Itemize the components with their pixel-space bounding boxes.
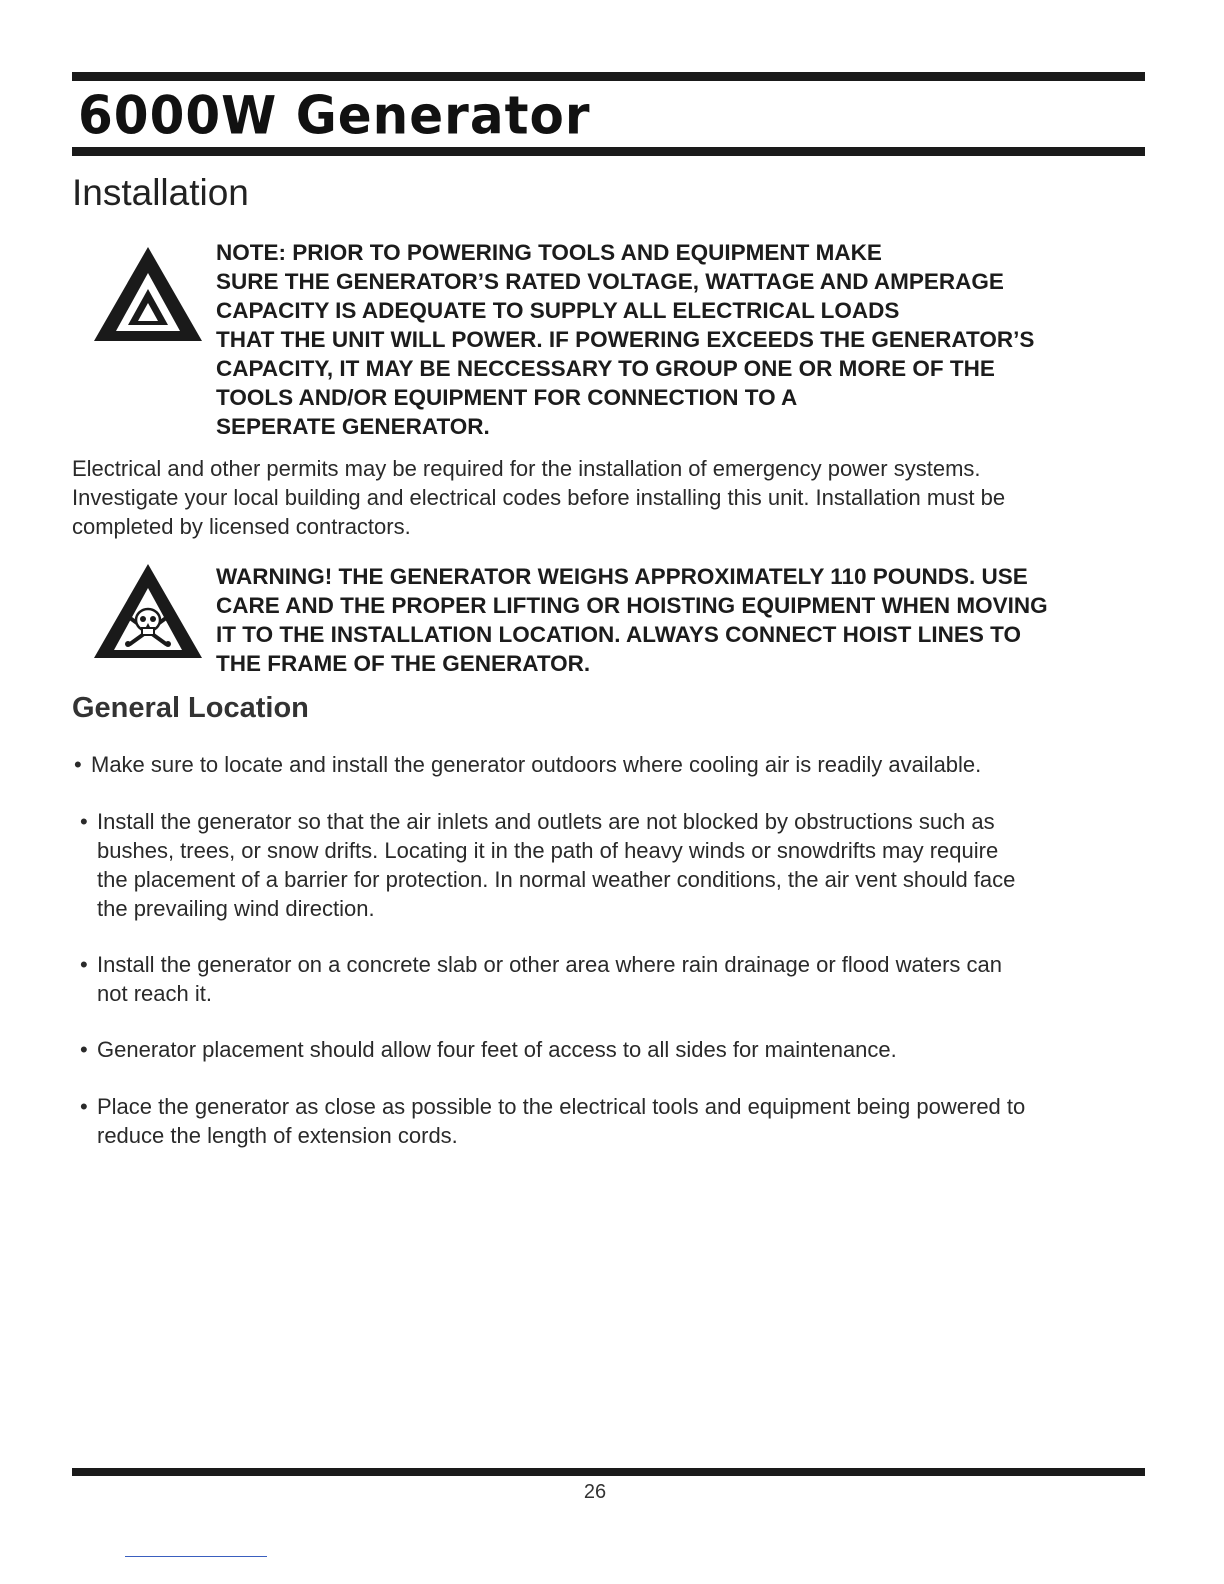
warning-line: CARE AND THE PROPER LIFTING OR HOISTING EQUIPMENT WHEN MOVING [216, 593, 1048, 618]
note-line: CAPACITY, IT MAY BE NECCESSARY TO GROUP ONE OR MORE OF THE [216, 356, 995, 381]
list-item-line: bushes, trees, or snow drifts. Locating it in the path of heavy winds or snowdrifts may require [97, 838, 999, 863]
warning-line: IT TO THE INSTALLATION LOCATION. ALWAYS CONNECT HOIST LINES TO [216, 622, 1022, 647]
note-line: SEPERATE GENERATOR. [216, 414, 490, 439]
list-item-line: Install the generator so that the air inlets and outlets are not blocked by obstructions such as [97, 809, 995, 834]
warning-line: THE FRAME OF THE GENERATOR. [216, 651, 591, 676]
installation-note [216, 238, 1136, 441]
list-item-line: Make sure to locate and install the generator outdoors where cooling air is readily available. [91, 752, 982, 777]
permits-paragraph [72, 454, 1152, 541]
weight-warning [216, 562, 1156, 678]
note-line: CAPACITY IS ADEQUATE TO SUPPLY ALL ELECTRICAL LOADS [216, 298, 900, 323]
permits-line: Electrical and other permits may be required for the installation of emergency power systems. [72, 456, 981, 481]
permits-line: completed by licensed contractors. [72, 514, 411, 539]
note-line: SURE THE GENERATOR’S RATED VOLTAGE, WATTAGE AND AMPERAGE [216, 269, 1004, 294]
list-item-line: Place the generator as close as possible to the electrical tools and equipment being powered to [97, 1094, 1026, 1119]
list-item-line: Install the generator on a concrete slab or other area where rain drainage or flood waters can [97, 952, 1002, 977]
list-item-line: the prevailing wind direction. [97, 896, 375, 921]
bullet-icon: • [80, 1094, 88, 1119]
list-item-line: not reach it. [97, 981, 212, 1006]
list-item [78, 950, 1168, 1008]
note-line: THAT THE UNIT WILL POWER. IF POWERING EXCEEDS THE GENERATOR’S [216, 327, 1035, 352]
skull-crossbones-warning-icon [92, 562, 204, 660]
bullet-icon: • [74, 752, 82, 777]
note-line: NOTE: PRIOR TO POWERING TOOLS AND EQUIPMENT MAKE [216, 240, 882, 265]
bullet-icon: • [80, 952, 88, 977]
caution-triangle-icon [92, 245, 204, 343]
list-item [78, 1092, 1168, 1150]
list-item-line: the placement of a barrier for protection. In normal weather conditions, the air vent should face [97, 867, 1016, 892]
warning-line: WARNING! THE GENERATOR WEIGHS APPROXIMATELY 110 POUNDS. USE [216, 564, 1028, 589]
permits-line: Investigate your local building and electrical codes before installing this unit. Installation must be [72, 485, 1006, 510]
footer-divider [125, 1556, 267, 1557]
installation-heading: Installation [72, 172, 249, 213]
document-title: 6000W Generator [78, 85, 591, 146]
list-item [78, 1035, 1168, 1064]
list-item [72, 750, 1162, 779]
bullet-icon: • [80, 809, 88, 834]
header-top-rule [72, 72, 1145, 81]
page-number: 26 [583, 1481, 607, 1503]
footer-rule [72, 1468, 1145, 1476]
bullet-icon: • [80, 1037, 88, 1062]
general-location-heading: General Location [72, 692, 309, 724]
list-item [78, 807, 1168, 923]
list-item-line: Generator placement should allow four feet of access to all sides for maintenance. [97, 1037, 897, 1062]
list-item-line: reduce the length of extension cords. [97, 1123, 458, 1148]
header-bottom-rule [72, 147, 1145, 156]
note-line: TOOLS AND/OR EQUIPMENT FOR CONNECTION TO A [216, 385, 798, 410]
